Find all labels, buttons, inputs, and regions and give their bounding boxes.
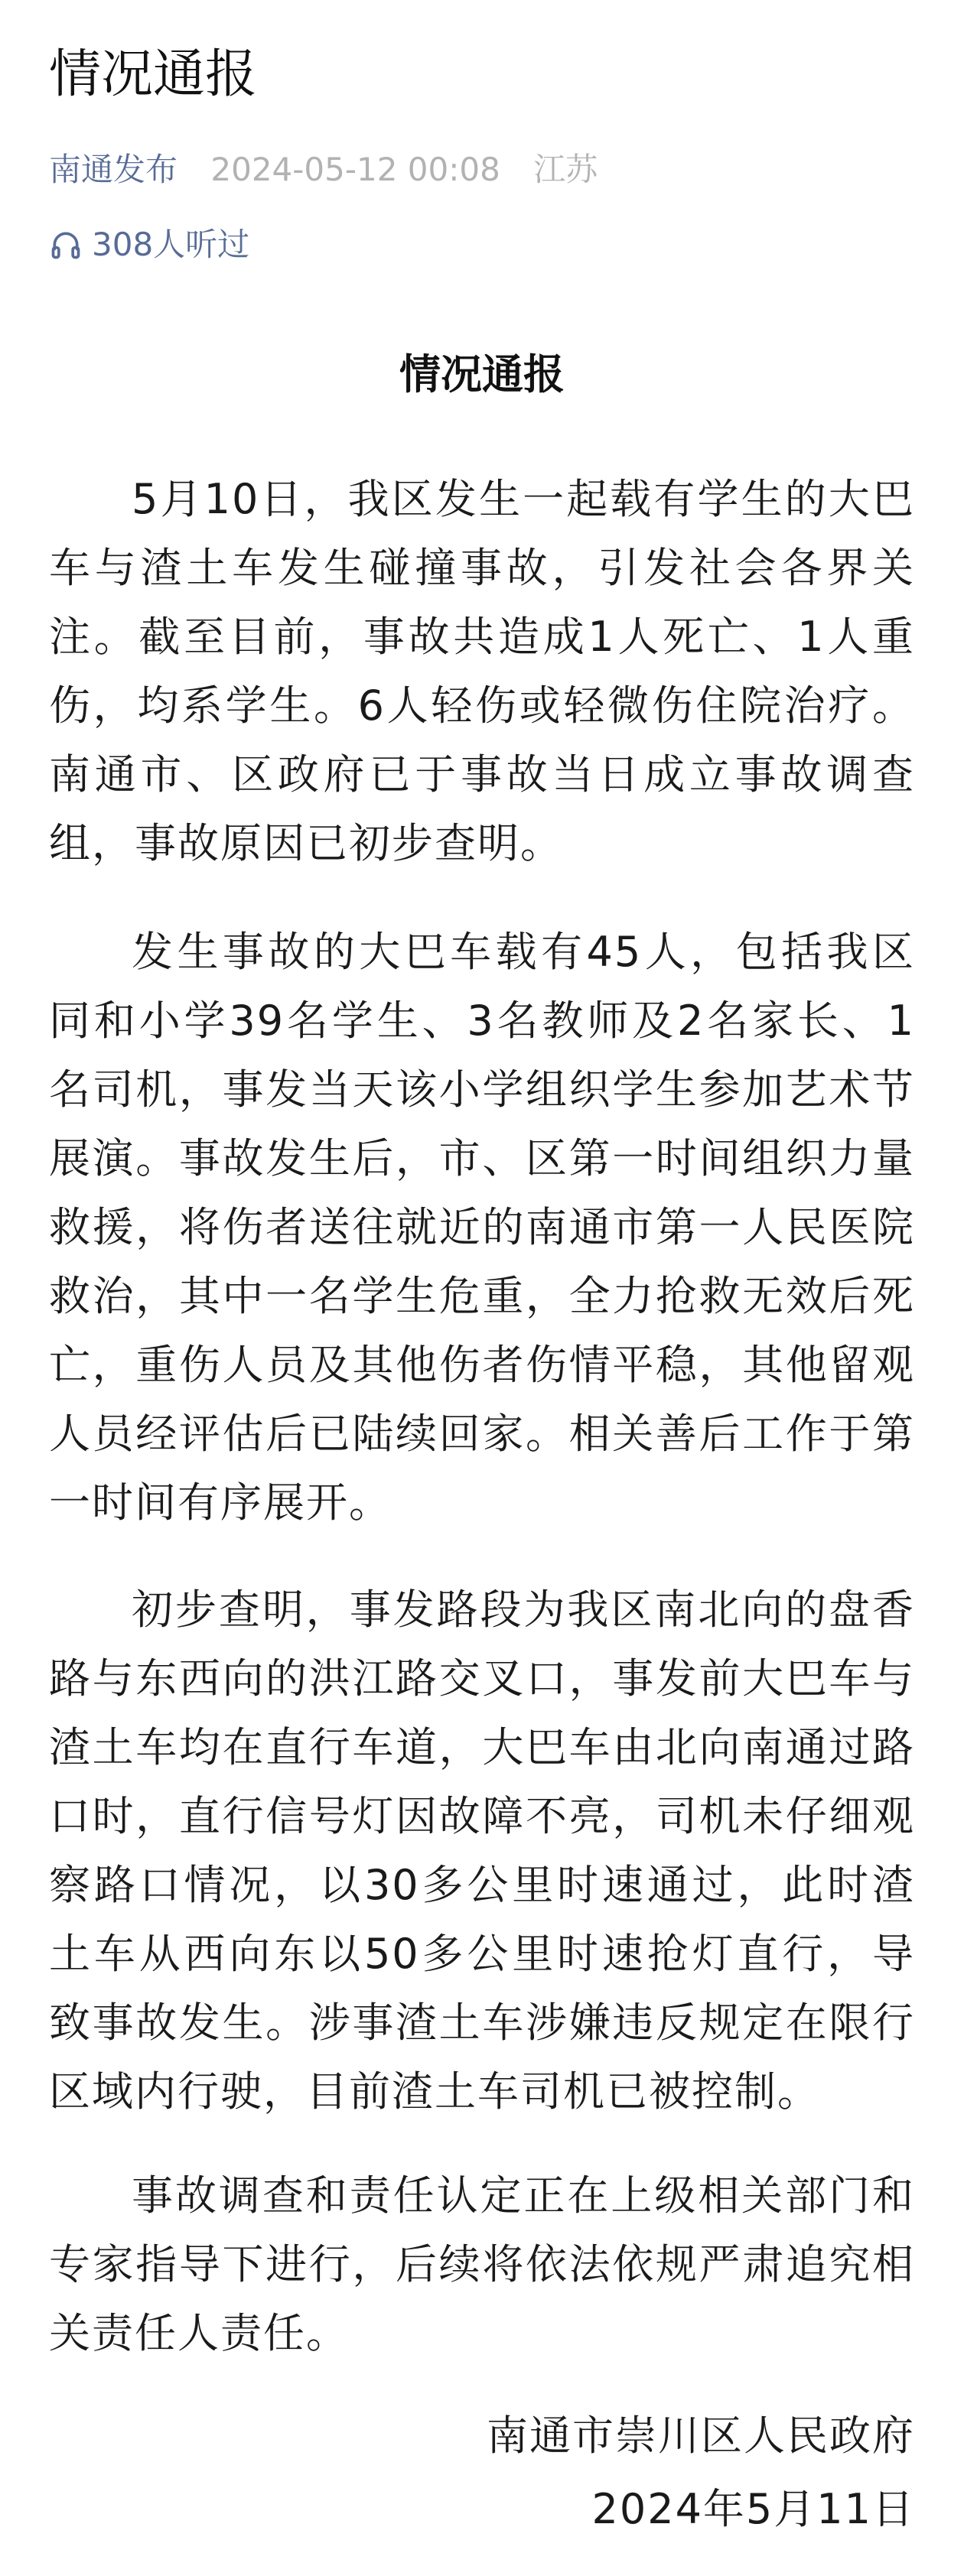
listen-button[interactable] <box>49 222 249 268</box>
signature-organization: 南通市崇川区人民政府 <box>487 2412 915 2460</box>
paragraph-3: 初步查明，事发路段为我区南北向的盘香路与东西向的洪江路交叉口，事发前大巴车与渣土车均在直行车道，大巴车由北向南通过路口时，直行信号灯因故障不亮，司机未仔细观察路口情况，以30多公里时速通过，此时渣土车从西向东以50多公里时速抢灯直行，导致事故发生。涉事渣土车涉嫌违反规定在限行区域内行驶，目前渣土车司机已被控制。 <box>49 1586 915 2116</box>
author-link[interactable]: 南通发布 <box>49 151 178 188</box>
article-title: 情况通报 <box>49 44 258 105</box>
listen-count: 308人听过 <box>92 226 250 263</box>
document-heading: 情况通报 <box>399 350 565 398</box>
paragraph-2: 发生事故的大巴车载有45人，包括我区同和小学39名学生、3名教师及2名家长、1名司机，事发当天该小学组织学生参加艺术节展演。事故发生后，市、区第一时间组织力量救援，将伤者送往就近的南通市第一人民医院救治，其中一名学生危重，全力抢救无效后死亡，重伤人员及其他伤者伤情平稳，其他留观人员经评估后已陆续回家。相关善后工作于第一时间有序展开。 <box>49 928 915 1527</box>
paragraph-1: 5月10日，我区发生一起载有学生的大巴车与渣土车发生碰撞事故，引发社会各界关注。截至目前，事故共造成1人死亡、1人重伤，均系学生。6人轻伤或轻微伤住院治疗。南通市、区政府已于事故当日成立事故调查组，事故原因已初步查明。 <box>49 475 915 867</box>
publish-datetime: 2024-05-12 00:08 <box>210 151 500 188</box>
publish-region: 江苏 <box>533 151 598 188</box>
headphones-icon <box>49 228 92 262</box>
article-meta <box>49 147 598 193</box>
signature-date: 2024年5月11日 <box>591 2485 915 2533</box>
paragraph-4: 事故调查和责任认定正在上级相关部门和专家指导下进行，后续将依法依规严肃追究相关责任人责任。 <box>49 2171 915 2357</box>
